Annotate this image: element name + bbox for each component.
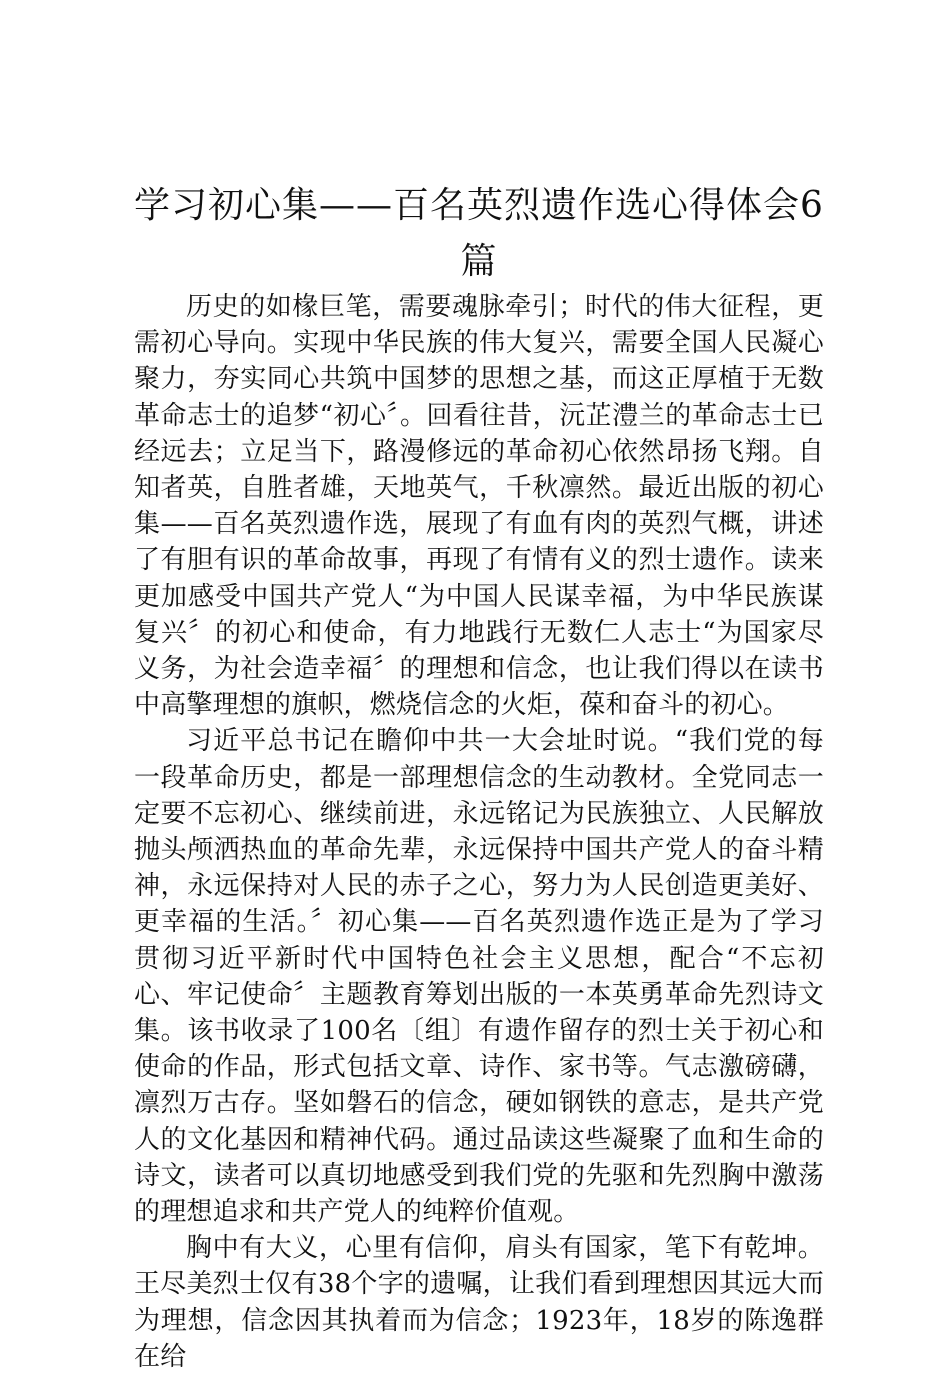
paragraph-3: 胸中有大义，心里有信仰，肩头有国家，笔下有乾坤。王尽美烈士仅有38个字的遗嘱，让我们看到理想因其远大而为理想，信念因其执着而为信念；1923年，18岁的陈逸群在给: [134, 1233, 824, 1372]
document-body: [134, 289, 824, 1375]
paragraph-1: 历史的如椽巨笔，需要魂脉牵引；时代的伟大征程，更需初心导向。实现中华民族的伟大复兴，需要全国人民凝心聚力，夯实同心共筑中国梦的思想之基，而这正厚植于无数革命志士的追梦“初心〞。回看往昔，沅芷澧兰的革命志士已经远去；立足当下，路漫修远的革命初心依然昂扬飞翔。自知者英，自胜者雄，天地英气，千秋凛然。最近出版的初心集——百名英烈遗作选，展现了有血有肉的英烈气概，讲述了有胆有识的革命故事，再现了有情有义的烈士遗作。读来更加感受中国共产党人“为中国人民谋幸福，为中华民族谋复兴〞的初心和使命，有力地践行无数仁人志士“为国家尽义务，为社会造幸福〞的理想和信念，也让我们得以在读书中高擎理想的旗帜，燃烧信念的火炬，葆和奋斗的初心。: [134, 292, 824, 721]
document-title: 学习初心集——百名英烈遗作选心得体会6篇: [134, 185, 824, 282]
paragraph-2: 习近平总书记在瞻仰中共一大会址时说。“我们党的每一段革命历史，都是一部理想信念的生动教材。全党同志一定要不忘初心、继续前进，永远铭记为民族独立、人民解放抛头颅洒热血的革命先辈，永远保持中国共产党人的奋斗精神，永远保持对人民的赤子之心，努力为人民创造更美好、更幸福的生活。〞初心集——百名英烈遗作选正是为了学习贯彻习近平新时代中国特色社会主义思想，配合“不忘初心、牢记使命〞主题教育筹划出版的一本英勇革命先烈诗文集。该书收录了100名〔组〕有遗作留存的烈士关于初心和使命的作品，形式包括文章、诗作、家书等。气志激磅礴，凛烈万古存。坚如磐石的信念，硬如钢铁的意志，是共产党人的文化基因和精神代码。通过品读这些凝聚了血和生命的诗文，读者可以真切地感受到我们党的先驱和先烈胸中激荡的理想追求和共产党人的纯粹价值观。: [134, 726, 824, 1228]
